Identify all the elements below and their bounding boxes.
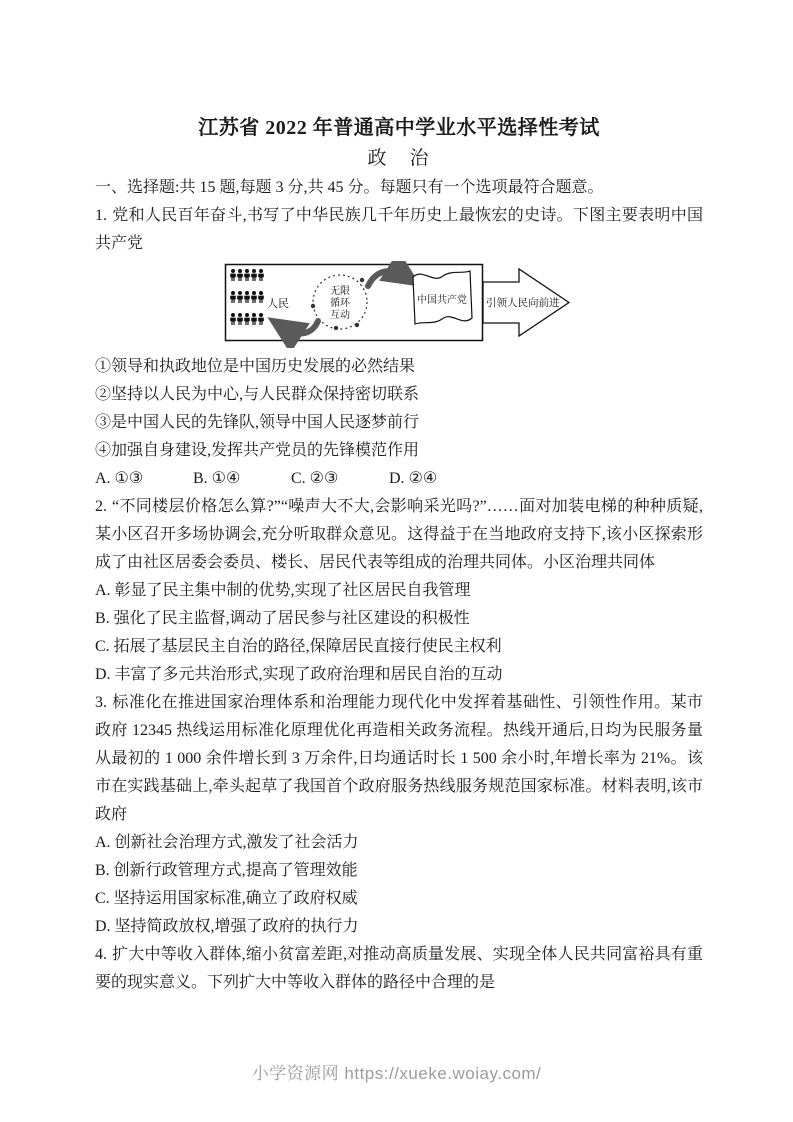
question-3-choice-b: B. 创新行政管理方式,提高了管理效能 <box>95 862 358 879</box>
page-title: 江苏省 2022 年普通高中学业水平选择性考试 <box>198 117 600 139</box>
question-2-choice-b: B. 强化了民主监督,调动了居民参与社区建设的积极性 <box>95 610 470 627</box>
question-number: 2. <box>95 498 107 515</box>
question-2-stem: 2. “不同楼层价格怎么算?”“噪声大不大,会影响采光吗?”……面对加装电梯的种种质疑,某小区召开多场协调会,充分听取群众意见。这得益于在当地政府支持下,该小区探索形成了由社区居委会委员、楼长、居民代表等组成的治理共同体。小区治理共同体 <box>95 498 703 571</box>
question-2-choice-c: C. 拓展了基层民主自治的路径,保障居民直接行使民主权利 <box>95 638 502 655</box>
question-1-choice-d: D. ②④ <box>389 470 438 487</box>
question-1-statement-4: ④加强自身建设,发挥共产党员的先锋模范作用 <box>95 442 420 459</box>
party-people-diagram <box>223 261 575 348</box>
cycle-text-1: 无限 <box>330 286 350 297</box>
question-1-statement-1: ①领导和执政地位是中国历史发展的必然结果 <box>95 358 416 375</box>
question-3-choice-a: A. 创新社会治理方式,激发了社会活力 <box>95 834 359 851</box>
cycle-text-2: 循环 <box>330 298 350 309</box>
question-1-choice-a: A. ①③ <box>95 470 144 487</box>
exam-page <box>95 0 703 997</box>
question-3 <box>95 689 703 941</box>
question-1-choices <box>95 465 703 493</box>
question-1-statement-3: ③是中国人民的先锋队,领导中国人民逐梦前行 <box>95 414 420 431</box>
forward-arrow-label: 引领人民向前进 <box>486 298 560 309</box>
question-3-stem: 3. 标准化在推进国家治理体系和治理能力现代化中发挥着基础性、引领性作用。某市政府 12345 热线运用标准化原理优化再造相关政务流程。热线开通后,日均为民服务量从最初的 1 000 余件增长到 3 万余件,日均通话时长 1 500 余小时,年增长率为 21%。该市在实践基础上,牵头起草了我国首个政府服务热线服务规范国家标准。材料表明,该市政府 <box>95 694 703 823</box>
party-flag-label: 中国共产党 <box>417 295 467 306</box>
question-4 <box>95 941 703 997</box>
question-2 <box>95 493 703 689</box>
question-2-choice-d: D. 丰富了多元共治形式,实现了政府治理和居民自治的互动 <box>95 666 503 683</box>
question-1 <box>95 202 703 493</box>
question-3-choice-c: C. 坚持运用国家标准,确立了政府权威 <box>95 890 358 907</box>
question-number: 3. <box>95 694 107 711</box>
question-1-statement-2: ②坚持以人民为中心,与人民群众保持密切联系 <box>95 386 420 403</box>
cycle-text-3: 互动 <box>330 310 350 321</box>
subject-title: 政 治 <box>367 148 431 169</box>
question-1-choice-b: B. ①④ <box>193 470 241 487</box>
question-4-stem: 4. 扩大中等收入群体,缩小贫富差距,对推动高质量发展、实现全体人民共同富裕具有重要的现实意义。下列扩大中等收入群体的路径中合理的是 <box>95 946 703 991</box>
watermark-footer: 小学资源网 https://xueke.woiay.com/ <box>251 1064 542 1083</box>
question-number: 4. <box>95 946 107 963</box>
question-number: 1. <box>95 207 107 224</box>
question-2-choice-a: A. 彰显了民主集中制的优势,实现了社区居民自我管理 <box>95 582 471 599</box>
question-1-stem: 1. 党和人民百年奋斗,书写了中华民族几千年历史上最恢宏的史诗。下图主要表明中国共产党 <box>95 207 703 252</box>
question-3-choice-d: D. 坚持简政放权,增强了政府的执行力 <box>95 918 359 935</box>
section-header: 一、选择题:共 15 题,每题 3 分,共 45 分。每题只有一个选项最符合题意。 <box>95 179 604 196</box>
people-label: 人民 <box>267 298 289 310</box>
question-1-choice-c: C. ②③ <box>291 470 339 487</box>
question-1-figure <box>223 261 703 348</box>
